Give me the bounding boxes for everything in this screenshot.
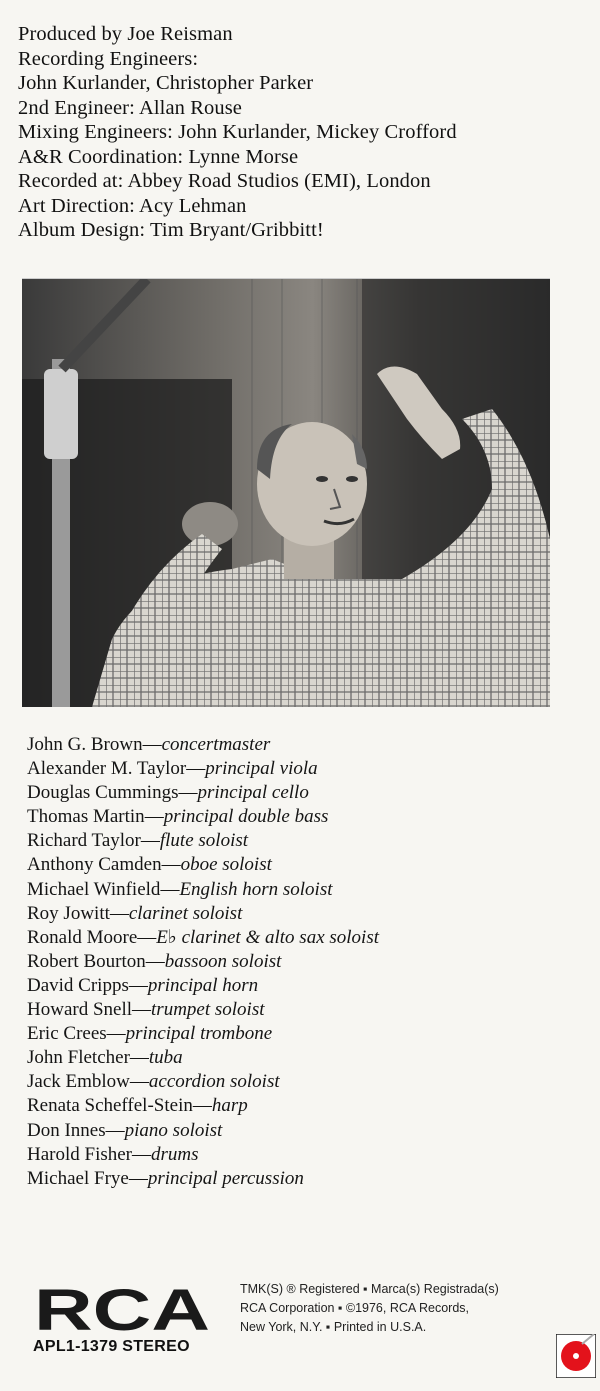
credit-line: Mixing Engineers: John Kurlander, Mickey Crofford bbox=[18, 121, 457, 143]
member-name: Howard Snell bbox=[27, 999, 133, 1021]
credit-line: Produced by Joe Reisman bbox=[18, 23, 233, 45]
list-item: John G. Brown—concertmaster bbox=[27, 734, 271, 755]
member-role: principal double bass bbox=[163, 806, 329, 828]
member-role: principal trombone bbox=[125, 1023, 273, 1045]
list-item: David Cripps—principal horn bbox=[27, 974, 259, 996]
credit-line: Recorded at: Abbey Road Studios (EMI), London bbox=[18, 170, 431, 192]
member-role: principal cello bbox=[197, 782, 309, 804]
list-item: Ronald Moore—E♭ clarinet & alto sax soloist bbox=[27, 926, 379, 948]
member-name: John Fletcher bbox=[27, 1047, 130, 1069]
list-item: Anthony Camden—oboe soloist bbox=[27, 854, 272, 876]
member-name: Eric Crees bbox=[27, 1023, 107, 1045]
list-item: Alexander M. Taylor—principal viola bbox=[27, 758, 318, 780]
list-item: Eric Crees—principal trombone bbox=[27, 1023, 273, 1045]
legal-line: RCA Corporation ▪ ©1976, RCA Records, bbox=[240, 1301, 470, 1315]
member-role: principal horn bbox=[147, 974, 259, 996]
credit-line: John Kurlander, Christopher Parker bbox=[18, 72, 314, 94]
credit-line: Recording Engineers: bbox=[18, 47, 199, 70]
list-item: Jack Emblow—accordion soloist bbox=[27, 1071, 280, 1093]
list-item: Robert Bourton—bassoon soloist bbox=[27, 950, 282, 972]
list-item: John Fletcher—tuba bbox=[27, 1047, 183, 1069]
list-item: Don Innes—piano soloist bbox=[27, 1119, 223, 1141]
red-record-logo-icon bbox=[556, 1334, 596, 1378]
rca-logo-text: RCA bbox=[34, 1284, 210, 1334]
member-role: principal percussion bbox=[147, 1167, 304, 1189]
member-role: bassoon soloist bbox=[164, 950, 282, 972]
legal-line: TMK(S) ® Registered ▪ Marca(s) Registrada(s) bbox=[240, 1282, 499, 1296]
member-role: trumpet soloist bbox=[151, 999, 265, 1021]
credit-line: Art Direction: Acy Lehman bbox=[18, 194, 247, 217]
list-item: Renata Scheffel-Stein—harp bbox=[27, 1095, 248, 1117]
production-credits bbox=[18, 22, 588, 243]
list-item: Richard Taylor—flute soloist bbox=[27, 830, 249, 852]
member-name: David Cripps bbox=[27, 974, 129, 996]
member-name: Harold Fisher bbox=[27, 1143, 133, 1165]
member-name: Alexander M. Taylor bbox=[27, 758, 187, 780]
credit-line: Album Design: Tim Bryant/Gribbitt! bbox=[18, 219, 324, 241]
legal-line: New York, N.Y. ▪ Printed in U.S.A. bbox=[240, 1320, 427, 1334]
member-name: Michael Frye bbox=[27, 1167, 129, 1189]
member-name: Jack Emblow bbox=[27, 1071, 130, 1093]
member-role: principal viola bbox=[205, 758, 318, 780]
list-item: Michael Frye—principal percussion bbox=[27, 1167, 304, 1189]
member-name: Don Innes bbox=[27, 1119, 106, 1141]
conductor-photo bbox=[22, 278, 550, 707]
member-role: flute soloist bbox=[159, 830, 249, 852]
member-name: Richard Taylor bbox=[27, 830, 141, 852]
member-role: tuba bbox=[148, 1047, 183, 1069]
list-item: Thomas Martin—principal double bass bbox=[27, 806, 329, 828]
member-name: John G. Brown bbox=[27, 734, 143, 755]
list-item: Michael Winfield—English horn soloist bbox=[27, 878, 333, 900]
member-name: Robert Bourton bbox=[27, 950, 146, 972]
member-name: Roy Jowitt bbox=[27, 902, 110, 924]
legal-notice bbox=[240, 1280, 570, 1337]
list-item: Roy Jowitt—clarinet soloist bbox=[27, 902, 243, 924]
member-role: concertmaster bbox=[161, 734, 271, 755]
member-role: accordion soloist bbox=[148, 1071, 280, 1093]
rca-logo bbox=[34, 1284, 212, 1334]
list-item: Harold Fisher—drums bbox=[27, 1143, 199, 1165]
member-name: Thomas Martin bbox=[27, 806, 145, 828]
list-item: Douglas Cummings—principal cello bbox=[27, 782, 309, 804]
orchestra-roster bbox=[27, 733, 587, 1191]
member-name: Renata Scheffel-Stein bbox=[27, 1095, 193, 1117]
member-role: English horn soloist bbox=[179, 878, 333, 900]
list-item: Howard Snell—trumpet soloist bbox=[27, 999, 265, 1021]
member-role: E♭ clarinet & alto sax soloist bbox=[156, 926, 379, 948]
member-name: Ronald Moore bbox=[27, 926, 138, 948]
footer bbox=[0, 1270, 600, 1391]
member-role: harp bbox=[211, 1095, 248, 1117]
member-name: Douglas Cummings bbox=[27, 782, 179, 804]
catalog-number: APL1-1379 STEREO bbox=[33, 1338, 190, 1355]
credit-line: A&R Coordination: Lynne Morse bbox=[18, 145, 299, 168]
member-role: oboe soloist bbox=[180, 854, 272, 876]
credit-line: 2nd Engineer: Allan Rouse bbox=[18, 96, 242, 119]
member-name: Michael Winfield bbox=[27, 878, 161, 900]
member-role: drums bbox=[151, 1143, 199, 1165]
member-role: piano soloist bbox=[124, 1119, 223, 1141]
member-name: Anthony Camden bbox=[27, 854, 162, 876]
member-role: clarinet soloist bbox=[128, 902, 243, 924]
